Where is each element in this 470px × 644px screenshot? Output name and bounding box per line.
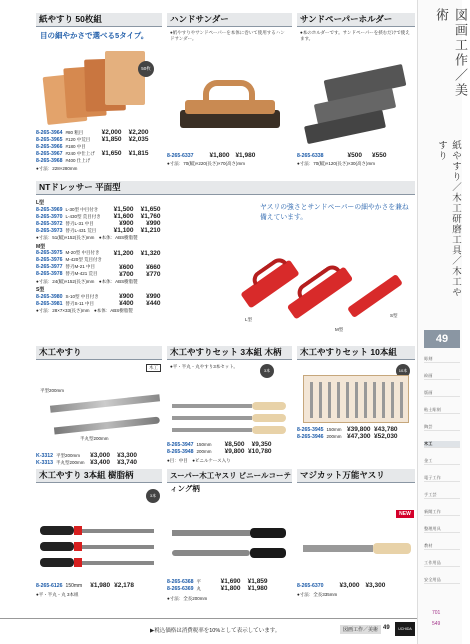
product-code: 8-265-3976 (36, 257, 63, 263)
resin-set-spec: ●平・半丸・丸 3本組 (36, 592, 79, 597)
product-code: 8-265-3965 (36, 136, 63, 143)
price-tax-incl: ¥440 (146, 300, 161, 307)
item-name: 200mm (326, 433, 342, 439)
resin-set-row (36, 582, 162, 589)
table-row (36, 213, 226, 220)
kamiyasuri-table (36, 129, 162, 164)
item-name: #80 粗目 (65, 129, 84, 135)
product-code: 8-265-3968 (36, 157, 63, 164)
product-code: K-3312 (36, 452, 54, 459)
price-tax-excl: ¥900 (119, 220, 134, 227)
item-name: #180 中目 (65, 143, 86, 149)
product-code: 8-265-6369 (167, 585, 194, 592)
footer-category: 図画工作／美術 (340, 625, 381, 634)
price-tax-excl: ¥2,000 (101, 129, 122, 136)
price-tax-incl: ¥1,980 (247, 585, 268, 592)
resin-set-header: 木工やすり 3本組 樹脂柄 (36, 469, 162, 483)
table-row (36, 257, 226, 264)
img-label-m: M型 (335, 327, 344, 332)
product-code: K-3313 (36, 459, 54, 466)
table-row (36, 300, 226, 307)
item-name: 平型200mm (56, 452, 81, 458)
item-name: L-30型 中目付き (65, 206, 99, 212)
sidebar-index-item[interactable]: 粘土彫刻 (424, 407, 460, 414)
nt-dresser-tables (36, 198, 226, 317)
mokkou-yasuri-image (40, 380, 160, 450)
sidebar-index-item[interactable]: 手工芸 (424, 492, 460, 499)
nt-dresser-caption: ヤスリの強さとサンドペーパーの細やかさを兼ね備えています。 (260, 204, 409, 221)
index-bottom: 549 (432, 621, 441, 627)
sidebar-index-item[interactable]: 金工 (424, 458, 460, 465)
price-tax-incl: ¥3,740 (117, 459, 138, 466)
price-tax-incl: ¥550 (372, 152, 387, 159)
item-name: #400 仕上げ (65, 157, 91, 163)
hand-sander-spec: ●寸法：70(幅)×220(長さ)×70(高さ)mm (167, 161, 245, 166)
sidebar-index-item[interactable]: 陶芸 (424, 424, 460, 431)
footer-page: 49 (383, 625, 390, 631)
magic-file-image (303, 535, 411, 565)
label-flat: 平型200mm (40, 388, 65, 393)
price-tax-excl: ¥1,850 (101, 136, 122, 143)
table-row (36, 220, 226, 227)
holder-header: サンドペーパーホルダー (297, 13, 415, 27)
price-tax-incl: ¥43,780 (374, 426, 398, 433)
price-tax-excl: ¥500 (347, 152, 363, 159)
kamiyasuri-subtitle: 目の細やかさで選べる5タイプ。 (40, 31, 149, 40)
sandpaper-image (45, 45, 155, 127)
item-name: 替刃L-431 荒目 (65, 227, 97, 233)
item-name: 平 (196, 578, 202, 584)
table-row (36, 150, 162, 157)
table-row (167, 585, 292, 592)
item-name: 丸 (196, 585, 202, 591)
img-label-s: S型 (390, 313, 398, 318)
mokkou-set10-header: 木工やすりセット 10本組 (297, 346, 415, 360)
holder-spec: ●寸法：70(幅)×120(長さ)×30(高さ)mm (297, 161, 375, 166)
product-code: 8-265-3947 (167, 441, 194, 448)
item-name: 半丸型200mm (56, 459, 85, 465)
price-tax-excl: ¥39,800 (347, 426, 371, 433)
table-row (36, 293, 226, 300)
price-tax-incl: ¥3,300 (365, 582, 386, 589)
table-row (297, 433, 415, 440)
price-tax-excl: ¥700 (119, 270, 134, 278)
page-tab: 49 (424, 330, 460, 348)
price-tax-incl: ¥990 (146, 220, 161, 227)
item-name: #120 中荒目 (65, 136, 91, 142)
nt-dresser-image (240, 235, 415, 340)
group-note: ●寸法：24(幅)×152(長さ)mm ●本体：ABS樹脂製 (36, 278, 138, 284)
product-code: 8-265-3948 (167, 448, 194, 455)
nt-dresser-header: NTドレッサー 平面型 (36, 181, 415, 195)
product-code: 8-265-6368 (167, 578, 194, 585)
sidebar-index-item[interactable]: 彫刻 (424, 356, 460, 363)
price-tax-excl: ¥1,100 (113, 227, 134, 234)
price-tax-excl: ¥1,600 (113, 213, 134, 220)
holder-image (305, 72, 410, 142)
price-tax-incl: ¥2,200 (128, 129, 149, 136)
super-mokkou-image (172, 520, 290, 570)
label-halfround: 半丸型200mm (80, 436, 109, 441)
resin-set-image (40, 520, 160, 575)
price-tax-excl: ¥1,800 (220, 585, 241, 592)
sidebar-index-item[interactable]: 版画 (424, 390, 460, 397)
group-label: S型 (36, 287, 45, 293)
table-row (36, 227, 226, 234)
sidebar-index-item[interactable]: 安全用品 (424, 577, 460, 584)
product-code: 8-265-6337 (167, 152, 194, 159)
sidebar-index-item[interactable]: 絵画 (424, 373, 460, 380)
mokkou-set3-header: 木工やすりセット 3本組 木柄 (167, 346, 292, 360)
table-row (36, 206, 226, 213)
magic-file-row (297, 582, 415, 589)
mokkou-yasuri-table (36, 452, 162, 466)
table-row (36, 452, 162, 459)
sidebar-subtitle: 紙やすり／木工研磨工具／木工やすり (436, 140, 461, 298)
item-name: 替刃M-421 荒目 (65, 271, 98, 277)
new-tag: NEW (396, 510, 414, 518)
item-name: 替刃L-31 中目 (65, 220, 94, 226)
sidebar-index-item[interactable]: 工作用品 (424, 560, 460, 567)
table-row (36, 157, 162, 164)
product-code: 8-265-3945 (297, 426, 324, 433)
product-code: 8-265-3964 (36, 129, 63, 136)
magic-file-spec: ●寸法：全長335mm (297, 592, 338, 597)
price-tax-excl: ¥1,980 (90, 582, 111, 589)
item-name: 150mm (326, 426, 342, 432)
product-code: 8-265-3967 (36, 150, 63, 157)
category-badge: 木工 (146, 364, 161, 372)
price-tax-excl: ¥3,400 (90, 459, 111, 466)
group-label: M型 (36, 243, 46, 250)
item-name: 替刃S-11 中目 (65, 300, 94, 306)
kamiyasuri-size: ●寸法：228×280mm (36, 166, 78, 171)
table-row (36, 459, 162, 466)
mokkou-set3-spec: ●目：中目 ●ビニルケース入り (167, 458, 231, 463)
group-note: ●寸法：28×7×33(長さ)mm ●本体：ABS樹脂製 (36, 308, 133, 313)
table-row (36, 143, 162, 150)
price-tax-incl: ¥2,035 (128, 136, 149, 143)
sidebar-title: 図画工作／美術 (434, 8, 468, 98)
product-code: 8-265-3977 (36, 264, 63, 270)
item-name: M-20型 中目付き (65, 250, 100, 256)
product-code: 8-265-3975 (36, 250, 63, 256)
sidebar-index-item[interactable]: 整理用具 (424, 526, 460, 533)
price-tax-incl: ¥770 (146, 270, 161, 278)
price-tax-excl: ¥1,500 (113, 206, 134, 213)
price-tax-excl: ¥900 (119, 293, 134, 300)
product-code: 8-265-3973 (36, 227, 63, 234)
super-mokkou-table (167, 578, 292, 592)
mokkou-set3-desc: ●平・半丸・丸やすり3本セット。 (170, 364, 238, 369)
mokkou-set10-image (303, 375, 409, 423)
mokkou-set10-table (297, 426, 415, 440)
hand-sander-desc: ●紙やすりやサンドペーパーを本体に巻いて使用するハンドサンダー。 (170, 30, 285, 41)
hand-sander-image (175, 70, 285, 140)
holder-desc: ●本のホルダーです。サンドペーパーを挟むだけで使えます。 (300, 30, 410, 41)
mokkou-yasuri-header: 木工やすり (36, 346, 162, 360)
top-strip (36, 4, 416, 12)
count-badge: 10本 (396, 364, 410, 378)
index-top: 701 (432, 610, 441, 616)
item-name: 替刃M-21 中目 (65, 264, 96, 270)
item-name: #240 中仕上げ (65, 150, 95, 156)
price-tax-incl: ¥1,650 (140, 206, 161, 213)
mokkou-set3-table (167, 441, 292, 455)
product-code: 8-265-3970 (36, 213, 63, 220)
price-tax-incl: ¥990 (146, 293, 161, 300)
price-tax-incl: ¥1,760 (140, 213, 161, 220)
table-row (297, 426, 415, 433)
table-row (167, 578, 292, 585)
product-code: 8-265-3946 (297, 433, 324, 440)
price-tax-incl: ¥1,815 (128, 150, 149, 157)
price-tax-excl: ¥1,650 (101, 150, 122, 157)
kamiyasuri-header: 紙やすり 50枚組 (36, 13, 162, 27)
group-note: ●寸法：51(幅)×152(長さ)mm ●本体：ABS樹脂製 (36, 235, 138, 240)
price-tax-excl: ¥8,500 (224, 441, 245, 448)
item-name: S-10型 中目付き (65, 293, 99, 299)
price-tax-excl: ¥3,000 (339, 582, 360, 589)
price-tax-excl: ¥1,690 (220, 578, 241, 585)
price-tax-incl: ¥2,178 (114, 582, 135, 589)
super-mokkou-spec: ●寸法：全長200mm (167, 596, 208, 601)
footer-divider (0, 618, 417, 619)
product-code: 8-265-3966 (36, 143, 63, 150)
sidebar-index-item[interactable]: 新聞工作 (424, 509, 460, 516)
product-code: 8-265-3969 (36, 206, 63, 213)
mokkou-set3-image (172, 398, 290, 438)
uchida-logo: UCHIDA (395, 622, 415, 636)
item-name: 150mm (196, 441, 212, 447)
product-code: 8-265-3980 (36, 293, 63, 300)
img-label-l: L型 (245, 317, 253, 322)
price-tax-incl: ¥1,980 (235, 152, 256, 159)
table-row (36, 129, 162, 136)
table-row (36, 136, 162, 143)
price-tax-incl: ¥660 (146, 263, 161, 271)
product-code: 8-265-3978 (36, 271, 63, 277)
item-name: 200mm (196, 448, 212, 454)
price-tax-excl: ¥1,200 (113, 249, 134, 257)
price-tax-excl: ¥9,800 (224, 448, 245, 455)
price-tax-incl: ¥10,780 (248, 448, 272, 455)
product-code: 8-265-6370 (297, 582, 324, 589)
price-tax-excl: ¥400 (119, 300, 134, 307)
hand-sander-row (167, 152, 292, 159)
table-row (167, 441, 292, 448)
product-code: 8-265-3972 (36, 220, 63, 227)
footer-note: ▶税込価格は消費税率を10%として表示しています。 (150, 628, 281, 634)
price-tax-excl: ¥3,000 (90, 452, 111, 459)
table-row (36, 271, 226, 278)
price-tax-incl: ¥1,320 (140, 249, 161, 257)
price-tax-incl: ¥52,030 (374, 433, 398, 440)
price-tax-excl: ¥1,800 (209, 152, 230, 159)
product-code: 8-265-6126 (36, 582, 63, 589)
price-tax-incl: ¥1,859 (247, 578, 268, 585)
product-code: 8-265-6338 (297, 152, 324, 159)
price-tax-excl: ¥600 (119, 263, 134, 271)
super-mokkou-header: スーパー木工ヤスリ ビニールコーティング柄 (167, 469, 292, 483)
price-tax-incl: ¥1,210 (140, 227, 161, 234)
item-name: L-430型 荒目付き (65, 213, 101, 219)
sidebar-index-item[interactable]: 木工 (424, 441, 460, 448)
size: 150mm (65, 582, 83, 589)
item-name: M-420型 荒目付き (65, 257, 103, 263)
price-tax-excl: ¥47,300 (347, 433, 371, 440)
price-tax-incl: ¥9,350 (251, 441, 272, 448)
hand-sander-header: ハンドサンダー (167, 13, 292, 27)
sidebar-index-item[interactable]: 教材 (424, 543, 460, 550)
product-code: 8-265-3981 (36, 300, 63, 307)
count-badge: 3本 (146, 489, 160, 503)
price-tax-incl: ¥3,300 (117, 452, 138, 459)
count-badge: 3本 (260, 364, 274, 378)
table-row (167, 448, 292, 455)
group-label: L型 (36, 200, 45, 206)
count-badge: 50枚 (138, 61, 154, 77)
table-row (36, 264, 226, 271)
holder-row (297, 152, 415, 159)
magic-file-header: マジカット万能ヤスリ (297, 469, 415, 483)
sidebar-index-item[interactable]: 電子工作 (424, 475, 460, 482)
table-row (36, 250, 226, 257)
